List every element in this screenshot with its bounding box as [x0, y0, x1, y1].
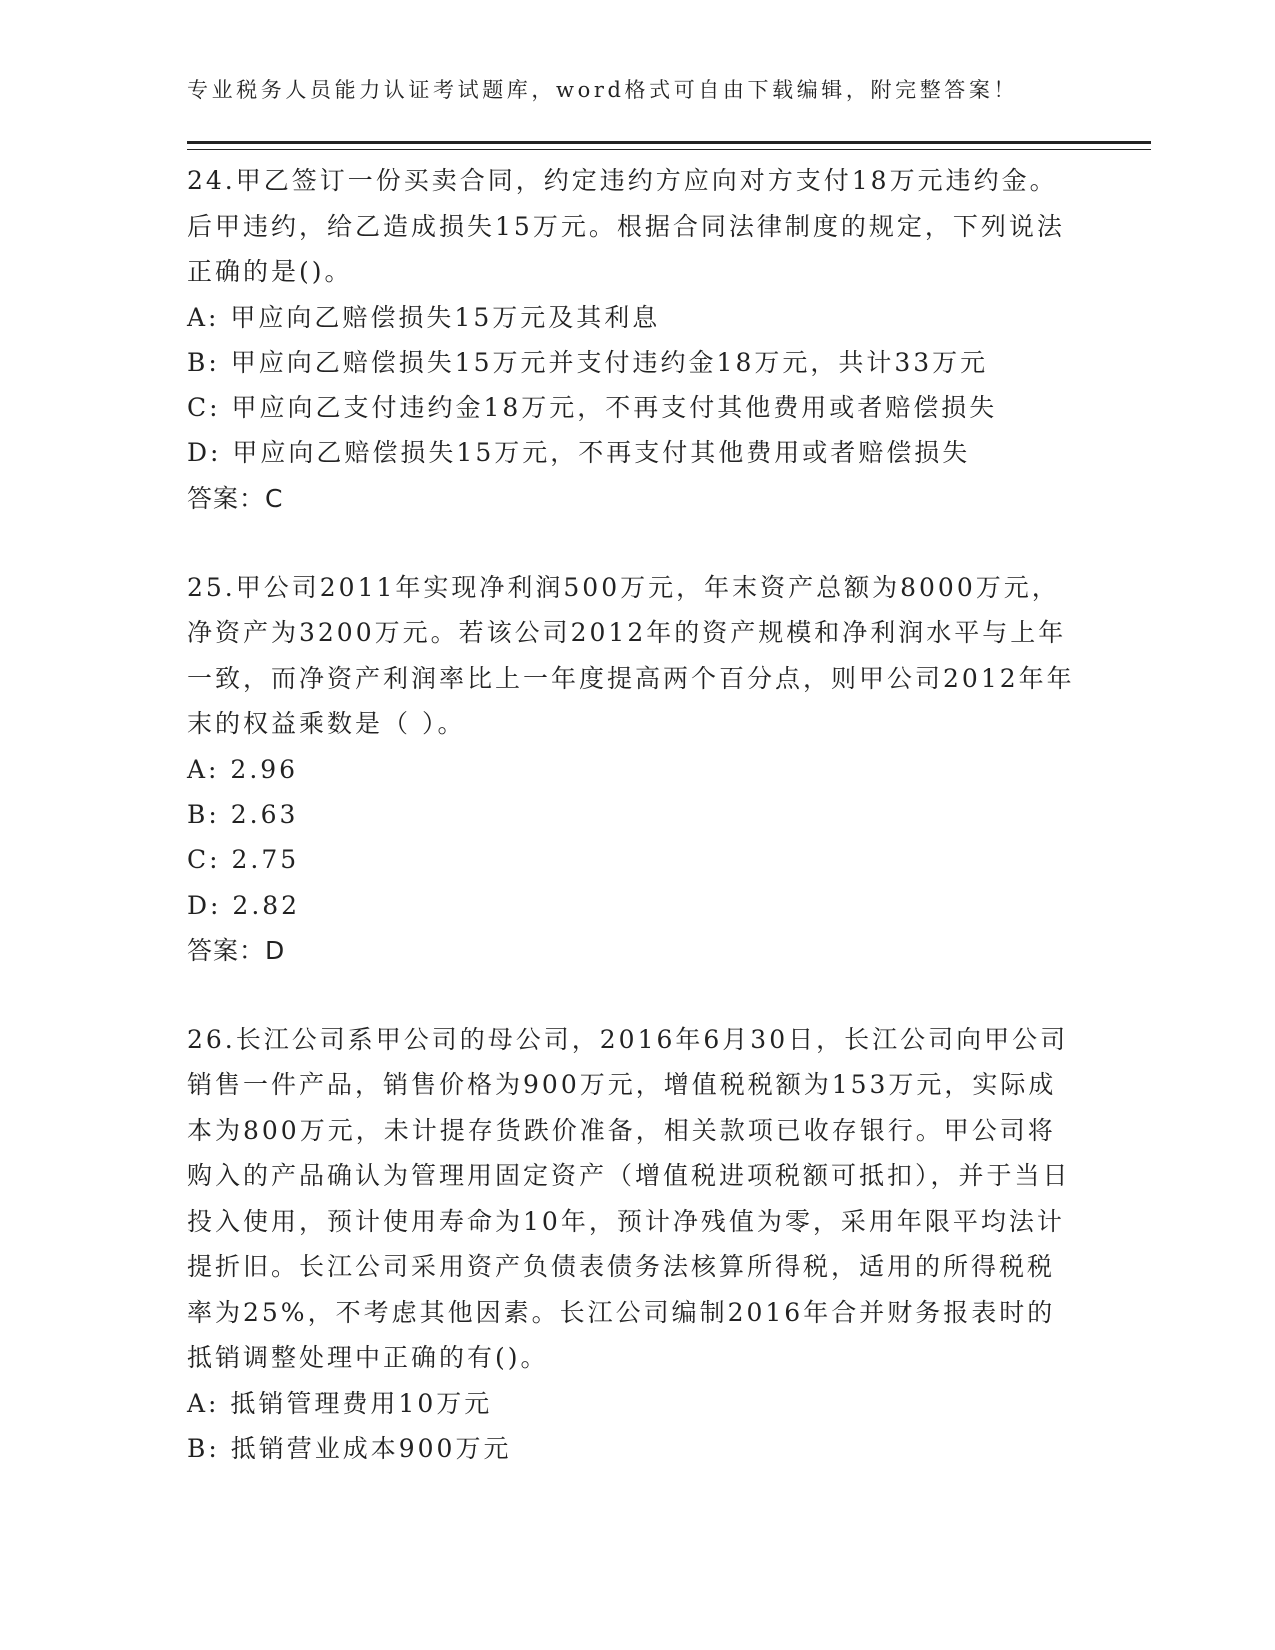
spacer	[187, 521, 1077, 565]
question-list	[187, 158, 1077, 1471]
header-rule-thick	[187, 141, 1151, 144]
option-a: A: 甲应向乙赔偿损失15万元及其利息	[187, 302, 661, 332]
question-25	[187, 565, 1077, 973]
option-b: B: 甲应向乙赔偿损失15万元并支付违约金18万元，共计33万元	[187, 347, 989, 377]
question-stem: 25.甲公司2011年实现净利润500万元，年末资产总额为8000万元，净资产为3200万元。若该公司2012年的资产规模和净利润水平与上年一致，而净资产利润率比上一年度提高两个百分点，则甲公司2012年年末的权益乘数是（ ）。	[187, 572, 1075, 739]
option-b: B: 2.63	[187, 799, 299, 829]
option-a: A: 抵销管理费用10万元	[187, 1388, 493, 1418]
option-c: C: 甲应向乙支付违约金18万元，不再支付其他费用或者赔偿损失	[187, 393, 998, 423]
answer: 答案：C	[187, 483, 284, 513]
spacer	[187, 973, 1077, 1017]
option-c: C: 2.75	[187, 845, 300, 875]
option-b: B: 抵销营业成本900万元	[187, 1434, 512, 1464]
answer: 答案：D	[187, 935, 286, 965]
question-26	[187, 1017, 1077, 1472]
option-d: D: 甲应向乙赔偿损失15万元，不再支付其他费用或者赔偿损失	[187, 438, 971, 468]
page-header: 专业税务人员能力认证考试题库，word格式可自由下载编辑，附完整答案！	[187, 78, 1019, 102]
question-24	[187, 158, 1077, 521]
option-a: A: 2.96	[187, 754, 299, 784]
header-rule-thin	[187, 149, 1151, 150]
question-stem: 26.长江公司系甲公司的母公司，2016年6月30日，长江公司向甲公司销售一件产品，销售价格为900万元，增值税税额为153万元，实际成本为800万元，未计提存货跌价准备，相关款项已收存银行。甲公司将购入的产品确认为管理用固定资产（增值税进项税额可抵扣），并于当日投入使用，预计使用寿命为10年，预计净残值为零，采用年限平均法计提折旧。长江公司采用资产负债表债务法核算所得税，适用的所得税税率为25%，不考虑其他因素。长江公司编制2016年合并财务报表时的抵销调整处理中正确的有()。	[187, 1024, 1071, 1373]
question-stem: 24.甲乙签订一份买卖合同，约定违约方应向对方支付18万元违约金。后甲违约，给乙造成损失15万元。根据合同法律制度的规定，下列说法正确的是()。	[187, 166, 1065, 286]
option-d: D: 2.82	[187, 890, 301, 920]
